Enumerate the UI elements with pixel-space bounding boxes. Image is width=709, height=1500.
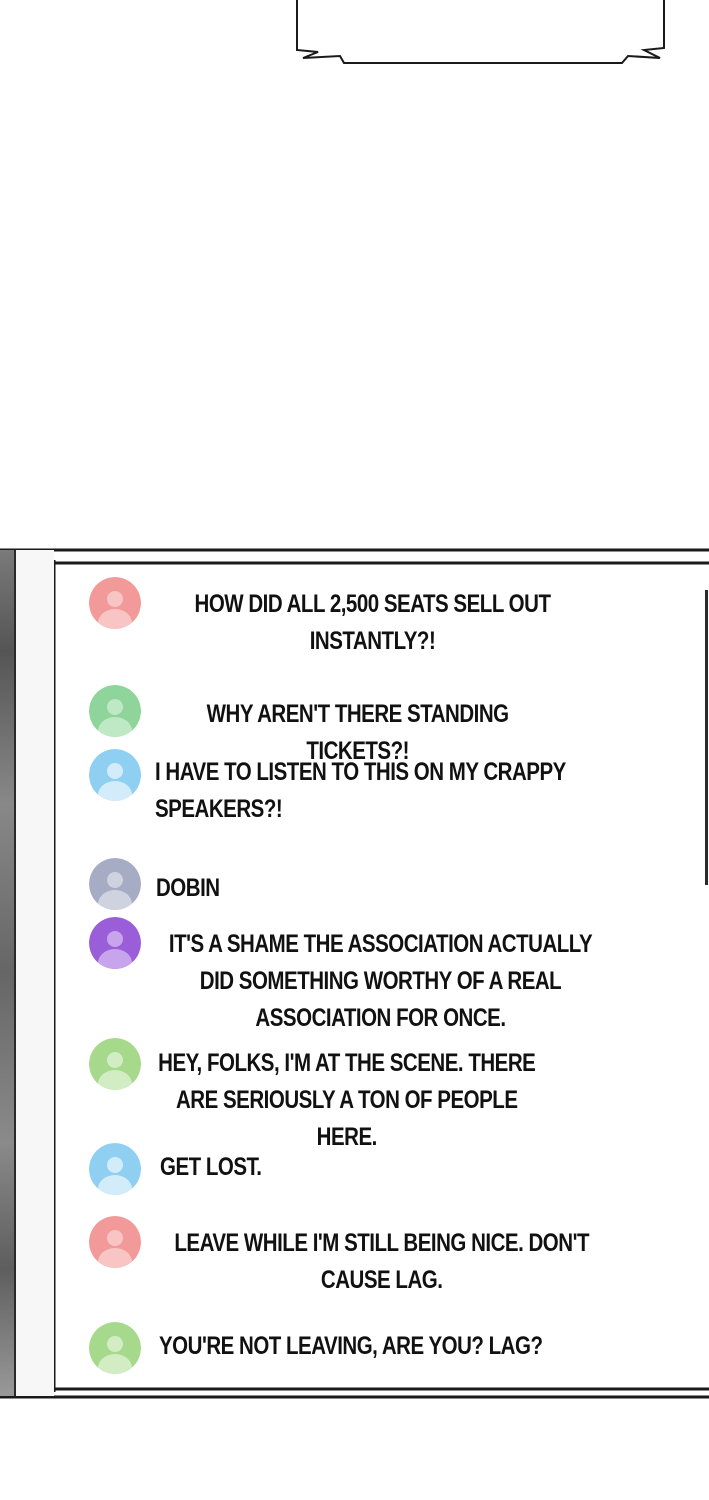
user-avatar-icon <box>89 1143 141 1195</box>
chat-message-text: HOW DID ALL 2,500 SEATS SELL OUT INSTANTLY?! <box>194 590 551 655</box>
panel-left-gutter <box>14 550 54 1396</box>
user-avatar-icon <box>89 1038 141 1090</box>
user-avatar-icon <box>89 1216 141 1268</box>
speech-bubble-fragment <box>0 0 709 80</box>
user-avatar-icon <box>89 685 141 737</box>
chat-message-text: GET LOST. <box>160 1153 262 1181</box>
user-avatar-icon <box>89 917 141 969</box>
user-avatar-icon <box>89 577 141 629</box>
chat-message-text: LEAVE WHILE I'M STILL BEING NICE. DON'T CAUSE LAG. <box>174 1229 589 1294</box>
live-chat <box>55 563 709 1388</box>
chat-message-text: WHY AREN'T THERE STANDING TICKETS?! <box>206 700 509 765</box>
user-avatar-icon <box>89 749 141 801</box>
chat-message-text: IT'S A SHAME THE ASSOCIATION ACTUALLY DID SOMETHING WORTHY OF A REAL ASSOCIATION FOR ONCE. <box>168 930 593 1032</box>
chat-message-text: DOBIN <box>156 874 220 902</box>
chat-message-text: HEY, FOLKS, I'M AT THE SCENE. THERE ARE SERIOUSLY A TON OF PEOPLE HERE. <box>158 1049 536 1151</box>
chat-message-text: I HAVE TO LISTEN TO THIS ON MY CRAPPY SPEAKERS?! <box>155 758 566 823</box>
user-avatar-icon <box>89 1322 141 1374</box>
chat-message-text: YOU'RE NOT LEAVING, ARE YOU? LAG? <box>159 1332 543 1360</box>
panel-left-edge <box>0 550 14 1396</box>
user-avatar-icon <box>89 858 141 910</box>
